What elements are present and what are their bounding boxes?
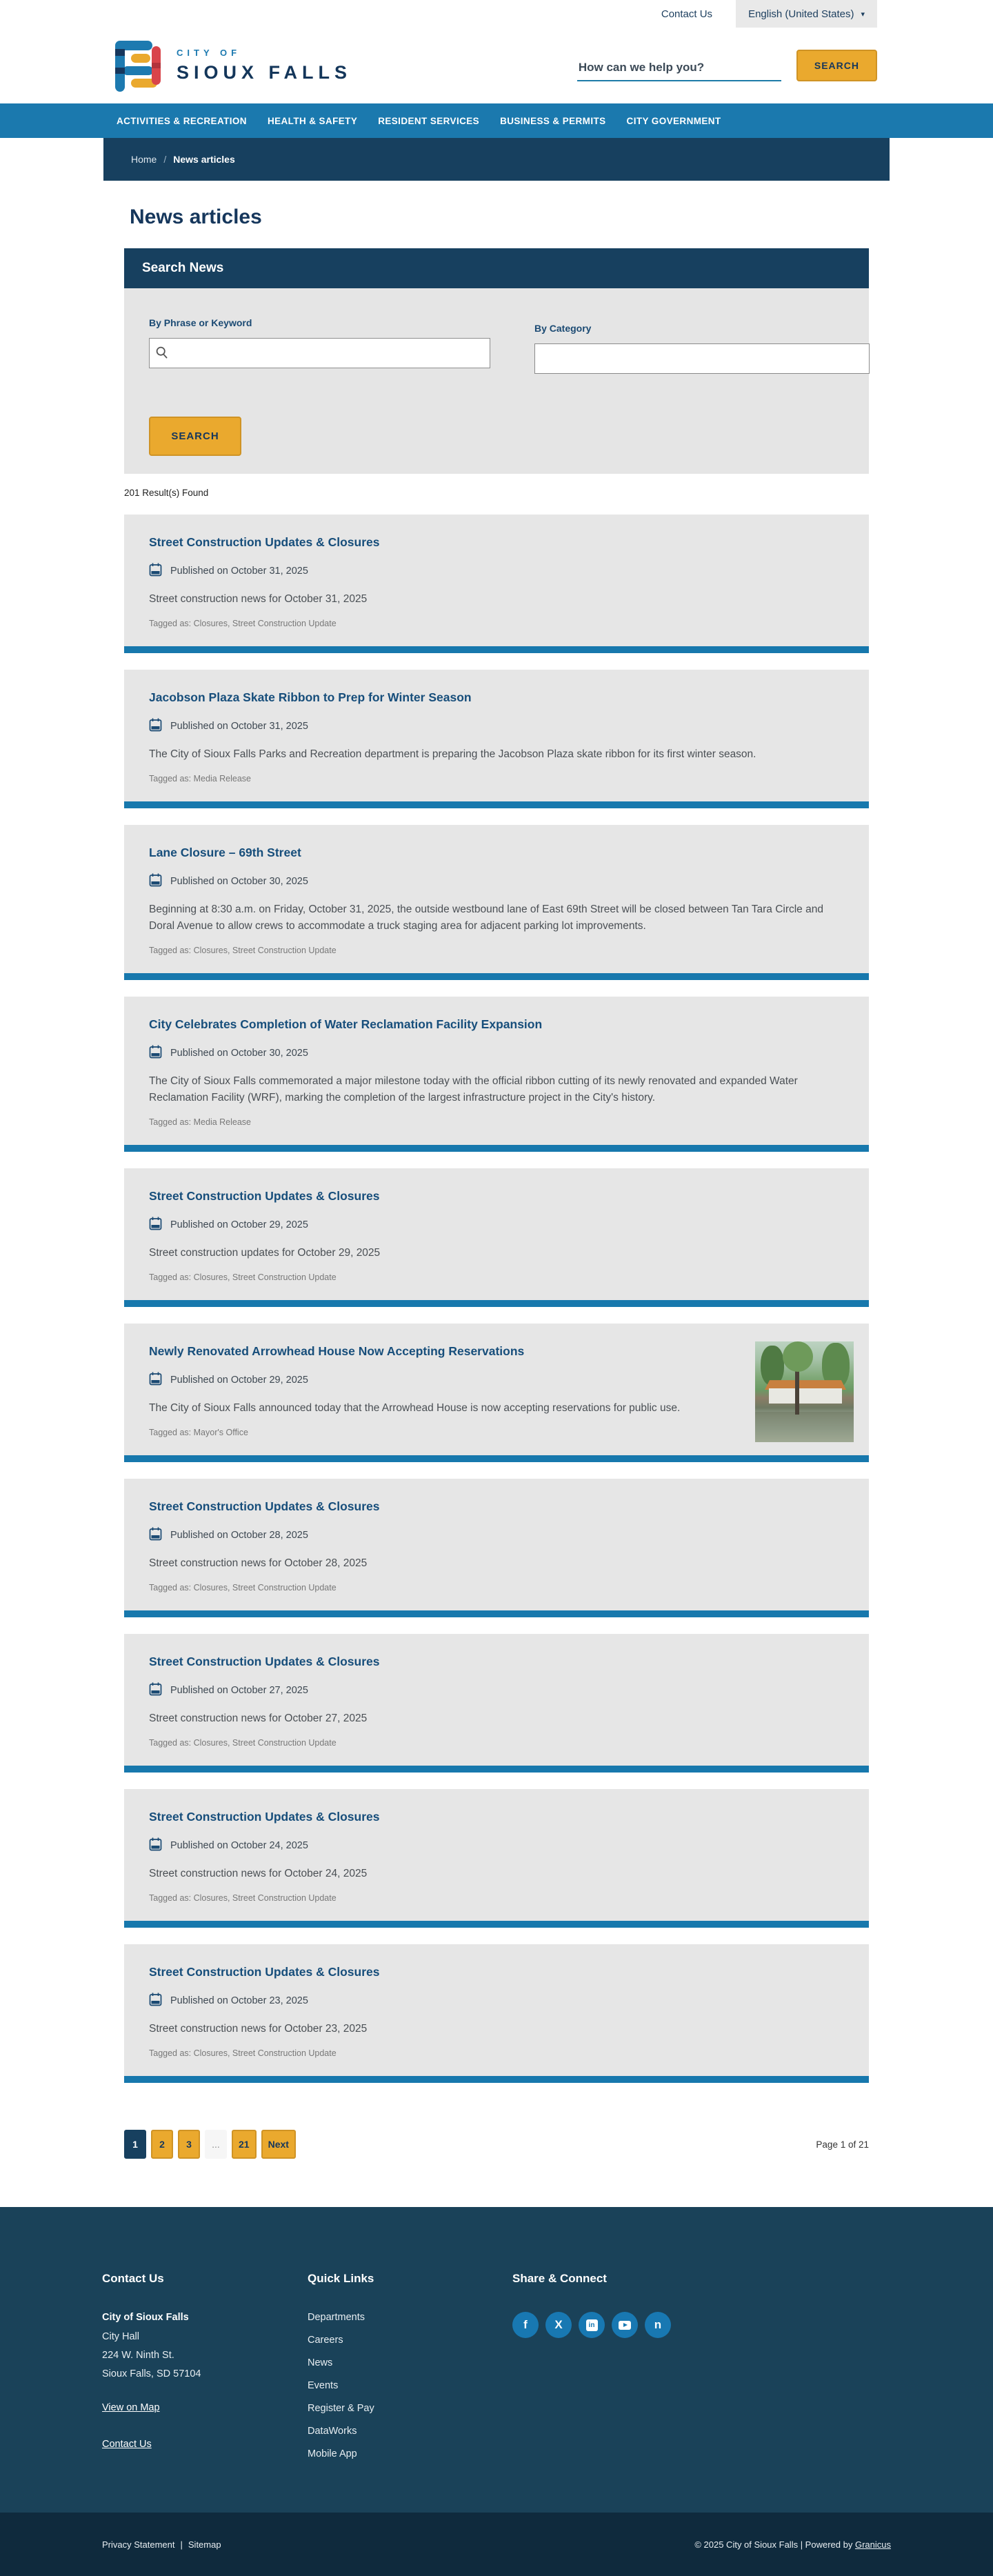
search-icon (155, 346, 169, 359)
news-tags: Tagged as: Closures, Street Construction Update (149, 619, 337, 629)
pagination-page-3[interactable]: 3 (178, 2130, 200, 2159)
footer-address-line: 224 W. Ninth St. (102, 2350, 174, 2362)
footer-contact-column (102, 2272, 308, 2471)
search-news-panel (124, 248, 869, 474)
footer-share-column (512, 2272, 671, 2471)
news-summary: Street construction news for October 28, 2025 (149, 1557, 368, 1570)
news-meta-row (149, 1992, 844, 2010)
news-summary: Street construction news for October 24, 2025 (149, 1868, 368, 1880)
calendar-icon (149, 1526, 162, 1544)
news-article-title[interactable]: Street Construction Updates & Closures (149, 1655, 380, 1669)
news-tags: Tagged as: Closures, Street Construction Update (149, 2048, 337, 2059)
site-search-button[interactable]: SEARCH (796, 50, 877, 81)
pagination-page-21[interactable]: 21 (232, 2130, 257, 2159)
x-icon[interactable]: X (545, 2312, 572, 2338)
calendar-icon (149, 1216, 162, 1230)
footer-bottom-bar (0, 2513, 993, 2576)
keyword-field-group (149, 317, 490, 374)
logo-text (177, 48, 352, 83)
calendar-icon (149, 1837, 162, 1855)
category-field-group (534, 317, 870, 374)
quick-link-news[interactable]: News (308, 2357, 333, 2369)
view-on-map-link[interactable]: View on Map (102, 2402, 160, 2414)
calendar-icon (149, 1526, 162, 1541)
news-card (124, 1168, 869, 1307)
quick-links-heading: Quick Links (308, 2272, 374, 2286)
news-card (124, 825, 869, 980)
news-search-button[interactable]: SEARCH (149, 417, 241, 456)
share-connect-heading: Share & Connect (512, 2272, 607, 2286)
linkedin-icon[interactable]: in (579, 2312, 605, 2338)
news-article-title[interactable]: City Celebrates Completion of Water Reclamation Facility Expansion (149, 1017, 543, 1032)
category-select[interactable] (534, 343, 870, 374)
arrowhead-house-photo[interactable] (755, 1341, 854, 1442)
calendar-icon (149, 1681, 162, 1696)
news-tags: Tagged as: Closures, Street Construction Update (149, 1272, 337, 1283)
news-article-title[interactable]: Lane Closure – 69th Street (149, 846, 301, 860)
page-status: Page 1 of 21 (816, 2139, 869, 2150)
chevron-down-icon: ▾ (861, 10, 865, 19)
news-card (124, 1324, 869, 1462)
news-meta-row (149, 872, 844, 890)
calendar-icon (149, 1681, 162, 1699)
nav-item-resident-services[interactable]: RESIDENT SERVICES (378, 115, 480, 126)
page-title: News articles (130, 206, 262, 228)
news-tags: Tagged as: Closures, Street Construction Update (149, 1583, 337, 1593)
news-meta-row (149, 717, 844, 735)
news-meta-row (149, 1526, 844, 1544)
news-published-date: Published on October 24, 2025 (170, 1840, 308, 1852)
copyright-text: © 2025 City of Sioux Falls | Powered by (694, 2539, 853, 2550)
calendar-icon (149, 1044, 162, 1059)
calendar-icon (149, 1371, 162, 1389)
site-search-input[interactable] (577, 55, 781, 81)
news-card (124, 1944, 869, 2083)
utility-bar (0, 0, 993, 28)
pagination-next-button[interactable]: Next (261, 2130, 296, 2159)
news-published-date: Published on October 31, 2025 (170, 566, 308, 577)
news-tags: Tagged as: Mayor's Office (149, 1428, 248, 1438)
news-summary: Street construction news for October 31, 2025 (149, 593, 368, 605)
news-summary: Street construction updates for October 29, 2025 (149, 1247, 381, 1259)
breadcrumb (103, 138, 890, 181)
news-card (124, 1634, 869, 1773)
breadcrumb-separator: / (163, 154, 167, 165)
city-logo[interactable] (113, 35, 352, 96)
primary-nav (0, 103, 993, 138)
news-summary: Street construction news for October 27, 2025 (149, 1713, 368, 1725)
youtube-icon[interactable] (612, 2312, 638, 2338)
news-summary: The City of Sioux Falls Parks and Recreation department is preparing the Jacobson Plaza skate ribbon for its first winter season. (149, 748, 756, 761)
news-published-date: Published on October 23, 2025 (170, 1995, 308, 2007)
news-card (124, 1789, 869, 1928)
news-summary: The City of Sioux Falls announced today that the Arrowhead House is now accepting reservations for public use. (149, 1402, 681, 1415)
quick-link-register-pay[interactable]: Register & Pay (308, 2403, 374, 2415)
footer-contact-us-link[interactable]: Contact Us (102, 2439, 152, 2450)
result-count: 201 Result(s) Found (124, 488, 209, 498)
news-published-date: Published on October 27, 2025 (170, 1685, 308, 1697)
pagination-page-1: 1 (124, 2130, 146, 2159)
footer-address-line: City Hall (102, 2331, 139, 2343)
quick-link-events[interactable]: Events (308, 2380, 339, 2392)
news-published-date: Published on October 30, 2025 (170, 1048, 308, 1059)
news-meta-row (149, 1044, 844, 1062)
footer-org-name: City of Sioux Falls (102, 2312, 189, 2324)
breadcrumb-current: News articles (173, 154, 235, 165)
logo-city-of: CITY OF (177, 48, 241, 58)
calendar-icon (149, 1992, 162, 2010)
pagination-ellipsis: ... (205, 2130, 227, 2159)
quick-link-departments[interactable]: Departments (308, 2312, 365, 2324)
news-meta-row (149, 562, 844, 580)
news-published-date: Published on October 30, 2025 (170, 876, 308, 888)
calendar-icon (149, 1992, 162, 2006)
news-tags: Tagged as: Closures, Street Construction Update (149, 1738, 337, 1748)
nav-item-activities-recreation[interactable]: ACTIVITIES & RECREATION (117, 115, 247, 126)
news-published-date: Published on October 29, 2025 (170, 1375, 308, 1386)
calendar-icon (149, 717, 162, 735)
news-card (124, 515, 869, 653)
search-news-body (124, 288, 869, 474)
nav-item-city-government[interactable]: CITY GOVERNMENT (626, 115, 721, 126)
logo-sioux-falls: SIOUX FALLS (177, 62, 352, 83)
main-content (103, 206, 890, 2159)
news-published-date: Published on October 28, 2025 (170, 1530, 308, 1541)
calendar-icon (149, 717, 162, 732)
calendar-icon (149, 872, 162, 890)
news-card (124, 997, 869, 1152)
language-selected-label: English (United States) (748, 8, 854, 20)
news-summary: Beginning at 8:30 a.m. on Friday, October 31, 2025, the outside westbound lane of East 69th Street will be closed between Tan Tara Circle and Doral Avenue to allow crews to accommodate a truck staging area for adjacent parking lot improvements. (149, 903, 823, 932)
news-article-title[interactable]: Street Construction Updates & Closures (149, 535, 380, 549)
nav-item-business-permits[interactable]: BUSINESS & PERMITS (500, 115, 606, 126)
news-article-title[interactable]: Street Construction Updates & Closures (149, 1810, 380, 1824)
language-selector[interactable] (736, 0, 877, 28)
footer-contact-heading: Contact Us (102, 2272, 164, 2286)
pagination (124, 2130, 869, 2159)
calendar-icon (149, 562, 162, 577)
privacy-statement-link[interactable]: Privacy Statement (102, 2539, 175, 2550)
news-tags: Tagged as: Media Release (149, 1117, 252, 1128)
news-meta-row (149, 1837, 844, 1855)
category-label: By Category (534, 323, 592, 334)
sitemap-link[interactable]: Sitemap (188, 2539, 221, 2550)
granicus-link[interactable]: Granicus (854, 2539, 891, 2550)
news-published-date: Published on October 31, 2025 (170, 721, 308, 732)
news-card (124, 1479, 869, 1617)
calendar-icon (149, 1837, 162, 1851)
news-article-title[interactable]: Street Construction Updates & Closures (149, 1499, 380, 1514)
facebook-icon[interactable]: f (512, 2312, 539, 2338)
news-tags: Tagged as: Closures, Street Construction Update (149, 946, 337, 956)
nav-item-health-safety[interactable]: HEALTH & SAFETY (267, 115, 358, 126)
sioux-falls-logo-mark (113, 35, 164, 96)
contact-us-link[interactable]: Contact Us (661, 8, 713, 20)
news-meta-row (149, 1371, 844, 1389)
header-search-group (577, 50, 877, 81)
news-summary: The City of Sioux Falls commemorated a major milestone today with the official ribbon cutting of its newly renovated and expanded Water Reclamation Facility (WRF), marking the completion of the largest infrastructure project in the City's history. (149, 1075, 798, 1104)
nextdoor-icon[interactable]: n (645, 2312, 671, 2338)
news-tags: Tagged as: Closures, Street Construction Update (149, 1893, 337, 1904)
footer-address-line: Sioux Falls, SD 57104 (102, 2368, 201, 2380)
news-card (124, 670, 869, 808)
news-tags: Tagged as: Media Release (149, 774, 252, 784)
search-news-title: Search News (142, 261, 224, 275)
site-footer (0, 2207, 993, 2576)
footer-quick-links-column (308, 2272, 512, 2471)
search-news-header (124, 248, 869, 288)
calendar-icon (149, 1216, 162, 1234)
quick-link-careers[interactable]: Careers (308, 2335, 343, 2346)
news-summary: Street construction news for October 23, 2025 (149, 2023, 368, 2035)
news-article-title[interactable]: Street Construction Updates & Closures (149, 1189, 380, 1204)
news-article-title[interactable]: Jacobson Plaza Skate Ribbon to Prep for Winter Season (149, 690, 472, 705)
quick-link-dataworks[interactable]: DataWorks (308, 2426, 357, 2437)
news-article-title[interactable]: Newly Renovated Arrowhead House Now Accepting Reservations (149, 1344, 525, 1359)
pagination-page-2[interactable]: 2 (151, 2130, 173, 2159)
news-meta-row (149, 1216, 844, 1234)
calendar-icon (149, 1371, 162, 1386)
keyword-label: By Phrase or Keyword (149, 317, 252, 328)
keyword-input[interactable] (149, 338, 490, 368)
news-article-title[interactable]: Street Construction Updates & Closures (149, 1965, 380, 1979)
news-list (124, 515, 869, 2083)
footer-bottom-separator: | (180, 2539, 183, 2550)
breadcrumb-home-link[interactable]: Home (131, 154, 157, 165)
calendar-icon (149, 562, 162, 580)
calendar-icon (149, 1044, 162, 1062)
calendar-icon (149, 872, 162, 887)
quick-link-mobile-app[interactable]: Mobile App (308, 2448, 357, 2460)
site-header (0, 28, 993, 103)
news-published-date: Published on October 29, 2025 (170, 1219, 308, 1231)
news-meta-row (149, 1681, 844, 1699)
